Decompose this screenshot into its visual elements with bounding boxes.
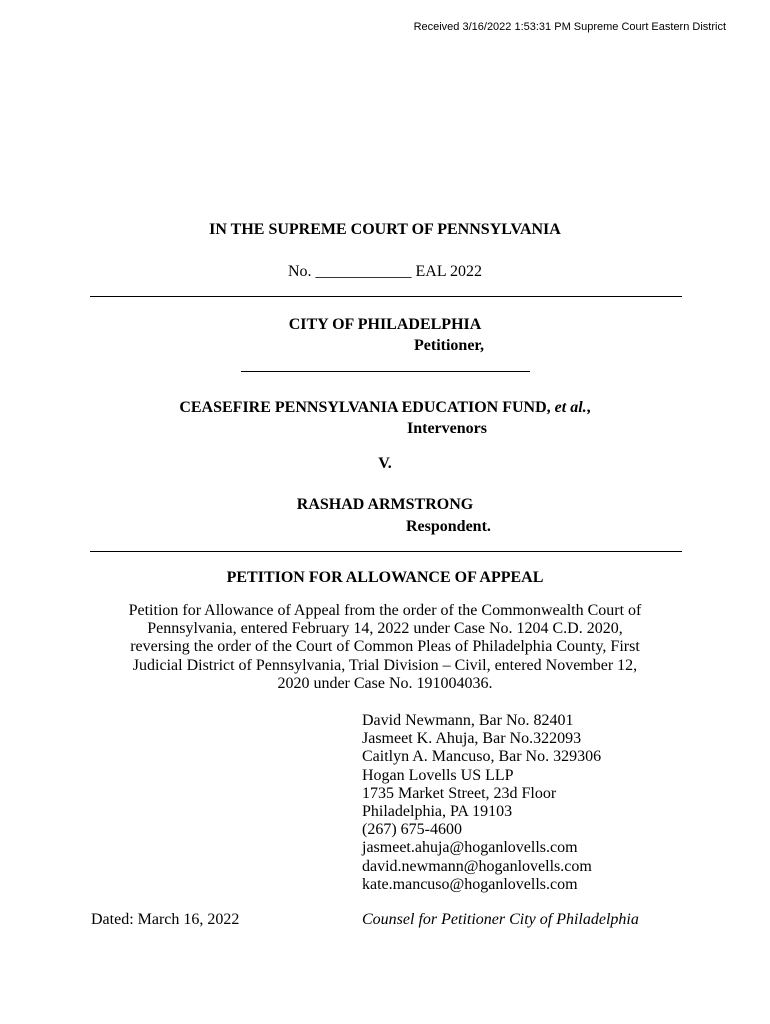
intervenor-name — [0, 398, 770, 417]
intervenor-trailing: , — [586, 399, 591, 416]
document-title: PETITION FOR ALLOWANCE OF APPEAL — [226, 569, 544, 586]
counsel-line: Hogan Lovells US LLP — [362, 766, 514, 784]
body-line: reversing the order of the Court of Common Pleas of Philadelphia County, First — [130, 638, 640, 656]
counsel-line: David Newmann, Bar No. 82401 — [362, 712, 574, 729]
docket-number: No. ____________ EAL 2022 — [287, 263, 483, 280]
versus: V. — [378, 455, 392, 472]
counsel-for: Counsel for Petitioner City of Philadelphia — [362, 911, 639, 928]
counsel-line: Philadelphia, PA 19103 — [362, 803, 513, 821]
divider-bottom — [90, 551, 682, 552]
intervenor-name-text: CEASEFIRE PENNSYLVANIA EDUCATION FUND, — [179, 399, 555, 416]
divider-top — [90, 296, 682, 297]
respondent-role: Respondent. — [406, 518, 491, 535]
counsel-line: (267) 675-4600 — [362, 821, 462, 839]
counsel-block — [362, 712, 601, 894]
respondent-name: RASHAD ARMSTRONG — [296, 496, 474, 513]
court-heading: IN THE SUPREME COURT OF PENNSYLVANIA — [209, 221, 561, 238]
body-line: 2020 under Case No. 191004036. — [277, 674, 493, 692]
received-stamp: Received 3/16/2022 1:53:31 PM Supreme Court Eastern District — [413, 21, 726, 33]
body-line: Judicial District of Pennsylvania, Trial Division – Civil, entered November 12, — [132, 656, 638, 674]
counsel-line: 1735 Market Street, 23d Floor — [362, 784, 557, 802]
petition-body — [95, 602, 675, 693]
petitioner-name: CITY OF PHILADELPHIA — [288, 316, 482, 333]
counsel-email: kate.mancuso@hoganlovells.com — [362, 875, 578, 893]
body-line: Petition for Allowance of Appeal from the order of the Commonwealth Court of — [128, 602, 642, 619]
counsel-email: jasmeet.ahuja@hoganlovells.com — [362, 839, 578, 857]
body-line: Pennsylvania, entered February 14, 2022 under Case No. 1204 C.D. 2020, — [147, 620, 623, 638]
intervenor-role: Intervenors — [407, 420, 487, 437]
divider-short — [241, 371, 530, 372]
counsel-line: Caitlyn A. Mancuso, Bar No. 329306 — [362, 748, 602, 766]
petitioner-role: Petitioner, — [414, 337, 485, 354]
counsel-email: david.newmann@hoganlovells.com — [362, 857, 592, 875]
intervenor-etal: et al. — [554, 399, 587, 416]
counsel-line: Jasmeet K. Ahuja, Bar No.322093 — [362, 730, 582, 748]
dated-line: Dated: March 16, 2022 — [91, 911, 240, 928]
